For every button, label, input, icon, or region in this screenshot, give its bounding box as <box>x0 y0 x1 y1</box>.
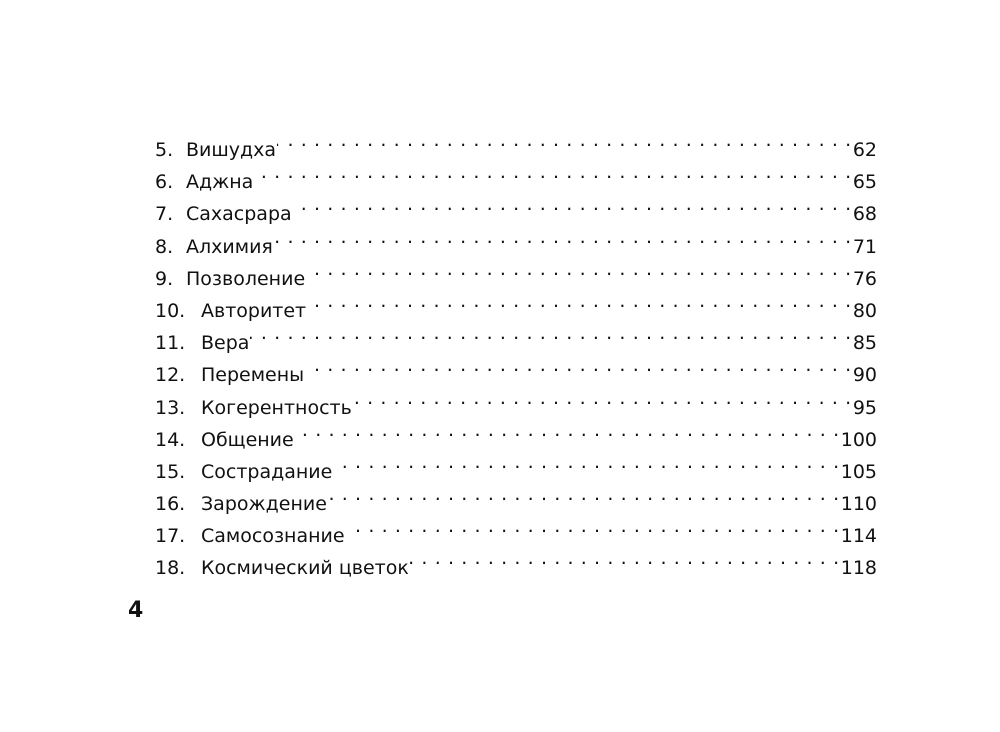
toc-entry-number: 15. <box>155 460 186 483</box>
toc-entry-page: 62 <box>852 139 877 161</box>
toc-entry-title: Космический цветок <box>201 557 409 580</box>
toc-entry-number: 5. <box>155 139 174 161</box>
toc-entry-number: 14. <box>155 428 186 451</box>
toc-entry-page: 85 <box>852 332 877 355</box>
dot-leader <box>277 124 852 156</box>
dot-leader <box>293 188 852 220</box>
toc-entry[interactable] <box>155 124 877 161</box>
toc-entry-page: 105 <box>840 460 877 483</box>
toc-entry-page: 68 <box>852 203 877 226</box>
toc-entry-number: 10. <box>155 299 186 322</box>
toc-entry-title: Сострадание <box>201 460 333 483</box>
toc-entry-title: Алхимия <box>186 235 273 258</box>
toc-entry[interactable] <box>155 317 877 355</box>
dot-leader <box>274 221 852 253</box>
toc-entry[interactable] <box>155 188 877 226</box>
toc-entry-number: 16. <box>155 493 186 516</box>
toc-entry-title: Вишудха <box>186 139 277 161</box>
toc-entry-title: Вера <box>201 332 250 355</box>
toc-entry-title: Авторитет <box>201 299 307 322</box>
toc-entry-page: 80 <box>852 299 877 322</box>
toc-entry-number: 6. <box>155 171 174 194</box>
toc-entry-number: 17. <box>155 525 186 548</box>
toc-entry-title: Зарождение <box>201 493 327 516</box>
dot-leader <box>333 446 839 478</box>
toc-entry-number: 7. <box>155 203 174 226</box>
toc-entry-number: 8. <box>155 235 174 258</box>
toc-entry-title: Позволение <box>186 267 306 290</box>
toc-entry-title: Самосознание <box>201 525 345 548</box>
dot-leader <box>254 156 851 188</box>
dot-leader <box>306 253 852 285</box>
toc-entry-number: 12. <box>155 364 186 387</box>
dot-leader <box>250 317 851 349</box>
table-of-contents <box>155 124 877 580</box>
toc-entry[interactable] <box>155 156 877 194</box>
dot-leader <box>295 414 840 446</box>
toc-entry-number: 13. <box>155 396 186 419</box>
toc-entry-page: 95 <box>852 396 877 419</box>
dot-leader <box>305 349 852 381</box>
toc-entry-page: 71 <box>852 235 877 258</box>
toc-entry-number: 9. <box>155 267 174 290</box>
toc-entry-page: 65 <box>852 171 877 194</box>
toc-entry-title: Общение <box>201 428 294 451</box>
toc-entry-page: 114 <box>840 525 877 548</box>
dot-leader <box>353 382 852 414</box>
toc-entry-title: Аджна <box>186 171 254 194</box>
toc-entry-title: Перемены <box>201 364 305 387</box>
dot-leader <box>346 510 840 542</box>
toc-entry[interactable] <box>155 349 877 387</box>
page-number: 4 <box>128 598 144 623</box>
toc-entry-title: Когерентность <box>201 396 352 419</box>
toc-entry-page: 90 <box>852 364 877 387</box>
toc-entry-number: 18. <box>155 557 186 580</box>
dot-leader <box>328 478 840 510</box>
toc-entry-page: 118 <box>840 557 877 580</box>
dot-leader <box>307 285 852 317</box>
dot-leader <box>410 542 840 574</box>
toc-entry-page: 76 <box>852 267 877 290</box>
toc-entry-page: 100 <box>840 428 877 451</box>
toc-entry-number: 11. <box>155 332 186 355</box>
toc-entry-page: 110 <box>840 493 877 516</box>
toc-entry-title: Сахасрара <box>186 203 292 226</box>
